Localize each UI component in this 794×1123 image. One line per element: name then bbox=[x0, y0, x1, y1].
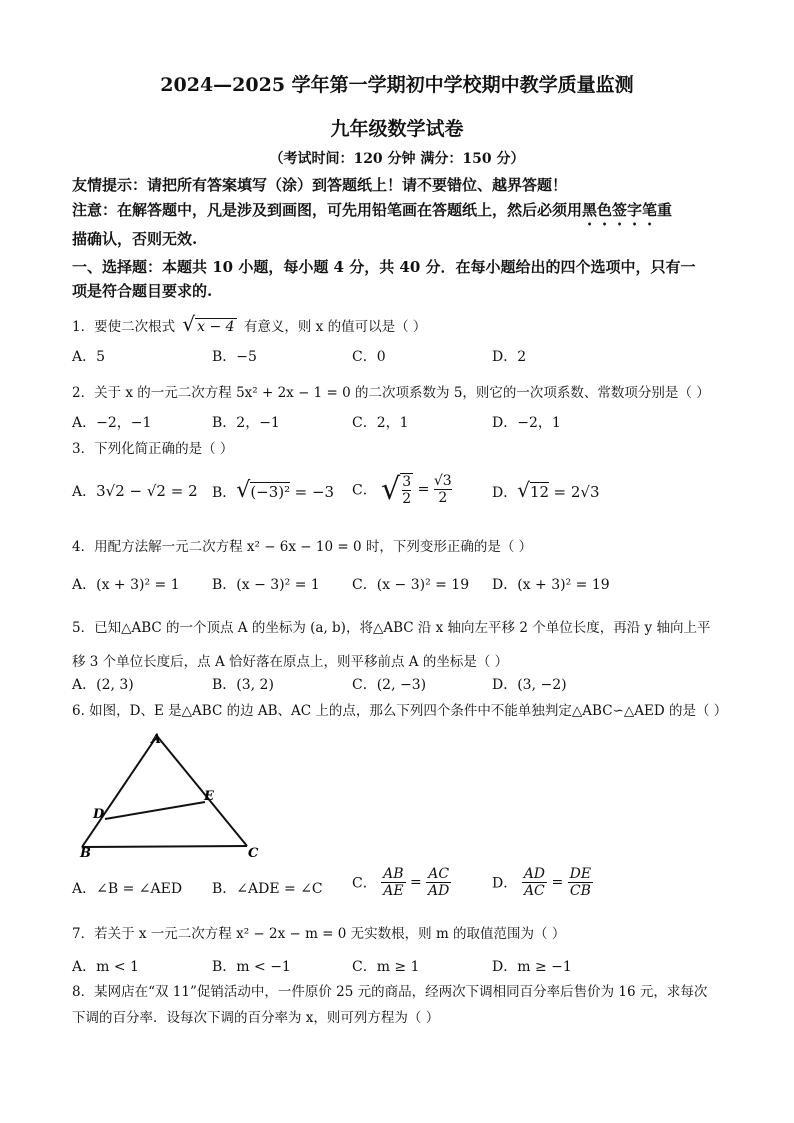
note-text-a: 注意：在解答题中，凡是涉及到画图，可先用铅笔画在答题纸上，然后必须用 bbox=[72, 201, 583, 219]
q2-stem: 2．关于 x 的一元二次方程 5x² + 2x − 1 = 0 的二次项系数为 5，则它的一次项系数、常数项分别是（ ） bbox=[72, 385, 710, 401]
q3-b-label: B． bbox=[212, 485, 237, 501]
q3-c-num: 3 bbox=[402, 473, 412, 490]
q4-option-a: A．(x + 3)² = 1 bbox=[72, 577, 180, 593]
q4-option-c: C．(x − 3)² = 19 bbox=[352, 577, 470, 593]
q8-line1: 8．某网店在“双 11”促销活动中，一件原价 25 元的商品，经两次下调相同百分率后售价为 16 元，求每次 bbox=[72, 984, 708, 1000]
note-emphasis: 黑色签字笔 bbox=[582, 201, 658, 219]
note-text-c: 重 bbox=[657, 201, 673, 219]
q3-c-frac2 bbox=[434, 473, 452, 506]
q3-b-radicand: (−3)² bbox=[250, 483, 291, 501]
q6-c-label: C． bbox=[352, 875, 377, 892]
q3-c-rden: 2 bbox=[438, 490, 448, 506]
q3-d-label: D． bbox=[492, 485, 518, 501]
tip-line: 友情提示：请把所有答案填写（涂）到答题纸上！请不要错位、越界答题！ bbox=[72, 176, 568, 194]
edge-bc bbox=[82, 846, 247, 847]
q5-option-d: D．(3, −2) bbox=[492, 677, 567, 693]
q1-radicand: x − 4 bbox=[197, 319, 235, 335]
q1-option-d: D．2 bbox=[492, 349, 527, 365]
q2-option-a: A．−2，−1 bbox=[72, 415, 152, 431]
q6-d-frac2 bbox=[568, 866, 593, 899]
q7-option-d: D．m ≥ −1 bbox=[492, 959, 572, 975]
q3-c-label: C． bbox=[352, 482, 377, 499]
q1-stem-a: 1．要使二次根式 bbox=[72, 319, 176, 335]
note-line-2: 描确认，否则无效. bbox=[72, 230, 198, 248]
q6-d-d2: CB bbox=[569, 883, 591, 899]
q7-option-a: A．m < 1 bbox=[72, 959, 139, 975]
q5-option-b: B．(3, 2) bbox=[212, 677, 274, 693]
q3-b-tail: = −3 bbox=[294, 483, 335, 501]
q3-option-a bbox=[72, 481, 198, 501]
exam-title: 2024—2025 学年第一学期初中学校期中教学质量监测 bbox=[160, 74, 634, 96]
q1-radical: √ x − 4 bbox=[182, 312, 235, 336]
q6-option-a: A．∠B = ∠AED bbox=[72, 881, 183, 897]
q6-c-n2: AC bbox=[428, 866, 450, 882]
q6-c-frac1 bbox=[381, 866, 405, 899]
q3-stem: 3．下列化简正确的是（ ） bbox=[72, 441, 234, 457]
exam-info: （考试时间：120 分钟 满分：150 分） bbox=[269, 151, 525, 167]
q1-stem-b: 有意义，则 x 的值可以是（ ） bbox=[243, 319, 427, 335]
q3-d-sqrt: √ bbox=[517, 478, 530, 502]
q1-option-b: B．−5 bbox=[212, 349, 257, 365]
q4-stem: 4．用配方法解一元二次方程 x² − 6x − 10 = 0 时，下列变形正确的是（ ） bbox=[72, 539, 533, 555]
label-a: A bbox=[151, 732, 162, 747]
q2-option-b: B．2，−1 bbox=[212, 415, 280, 431]
q7-option-b: B．m < −1 bbox=[212, 959, 291, 975]
q3-a-expr: 3√2 − √2 = 2 bbox=[96, 482, 198, 500]
label-b: B bbox=[80, 846, 91, 860]
q3-a-label: A． bbox=[72, 484, 97, 500]
label-c: C bbox=[248, 846, 259, 860]
q3-c-den: 2 bbox=[402, 490, 412, 507]
q4-option-b: B．(x − 3)² = 1 bbox=[212, 577, 320, 593]
label-e: E bbox=[204, 789, 214, 804]
q6-stem: 6. 如图，D、E 是△ABC 的边 AB、AC 上的点，那么下列四个条件中不能单独判定△ABC∽△AED 的是（ ） bbox=[72, 703, 728, 719]
q6-c-n1: AB bbox=[383, 866, 404, 882]
q6-c-frac2 bbox=[426, 866, 451, 899]
q5-line1: 5．已知△ABC 的一个顶点 A 的坐标为 (a, b)，将△ABC 沿 x 轴向左平移 2 个单位长度，再沿 y 轴向上平 bbox=[72, 620, 711, 636]
section1-line1: 一、选择题：本题共 10 小题，每小题 4 分，共 40 分．在每小题给出的四个选项中，只有一 bbox=[72, 258, 696, 276]
q3-c-sqrt: √ bbox=[381, 472, 401, 507]
q6-option-b: B．∠ADE = ∠C bbox=[212, 881, 323, 897]
q6-c-d1: AE bbox=[383, 883, 404, 899]
q2-option-c: C．2，1 bbox=[352, 415, 409, 431]
triangle-figure bbox=[70, 726, 270, 860]
q1-option-a: A．5 bbox=[72, 349, 106, 365]
section1-line2: 项是符合题目要求的. bbox=[72, 282, 213, 300]
q6-d-d1: AC bbox=[523, 883, 545, 899]
q6-c-d2: AD bbox=[427, 883, 450, 899]
q3-option-d bbox=[492, 478, 600, 502]
q5-option-c: C．(2, −3) bbox=[352, 677, 427, 693]
q7-stem: 7．若关于 x 一元二次方程 x² − 2x − m = 0 无实数根，则 m 的取值范围为（ ） bbox=[72, 926, 566, 942]
q5-option-a: A．(2, 3) bbox=[72, 677, 134, 693]
q3-c-eq: = bbox=[417, 481, 430, 498]
q4-option-d: D．(x + 3)² = 19 bbox=[492, 577, 610, 593]
segment-de bbox=[105, 802, 205, 819]
q1-option-c: C．0 bbox=[352, 349, 386, 365]
q6-c-eq: = bbox=[410, 874, 422, 891]
q3-b-sqrt: √ bbox=[236, 478, 251, 503]
q6-d-n1: AD bbox=[523, 866, 546, 882]
q6-d-frac1 bbox=[522, 866, 547, 899]
q6-option-d bbox=[492, 866, 593, 899]
q5-line2: 移 3 个单位长度后，点 A 恰好落在原点上，则平移前点 A 的坐标是（ ） bbox=[72, 654, 509, 670]
q6-d-eq: = bbox=[551, 874, 564, 891]
q1-stem bbox=[72, 312, 426, 336]
q3-d-radicand: 12 bbox=[529, 483, 550, 501]
label-d: D bbox=[93, 807, 105, 822]
exam-subtitle: 九年级数学试卷 bbox=[330, 118, 464, 140]
note-line bbox=[72, 199, 672, 229]
q6-d-label: D． bbox=[492, 875, 518, 892]
q3-option-b bbox=[212, 478, 334, 503]
q8-line2: 下调的百分率．设每次下调的百分率为 x，则可列方程为（ ） bbox=[72, 1010, 440, 1026]
q3-d-tail: = 2√3 bbox=[553, 483, 600, 501]
edge-ab bbox=[82, 736, 157, 847]
q3-c-rnum: √3 bbox=[433, 473, 452, 489]
q6-d-n2: DE bbox=[569, 866, 592, 882]
q7-option-c: C．m ≥ 1 bbox=[352, 959, 420, 975]
q3-option-c bbox=[352, 472, 452, 507]
edge-ac bbox=[157, 736, 247, 846]
q2-option-d: D．−2，1 bbox=[492, 415, 561, 431]
q6-option-c bbox=[352, 866, 451, 899]
q3-c-frac bbox=[400, 473, 413, 507]
